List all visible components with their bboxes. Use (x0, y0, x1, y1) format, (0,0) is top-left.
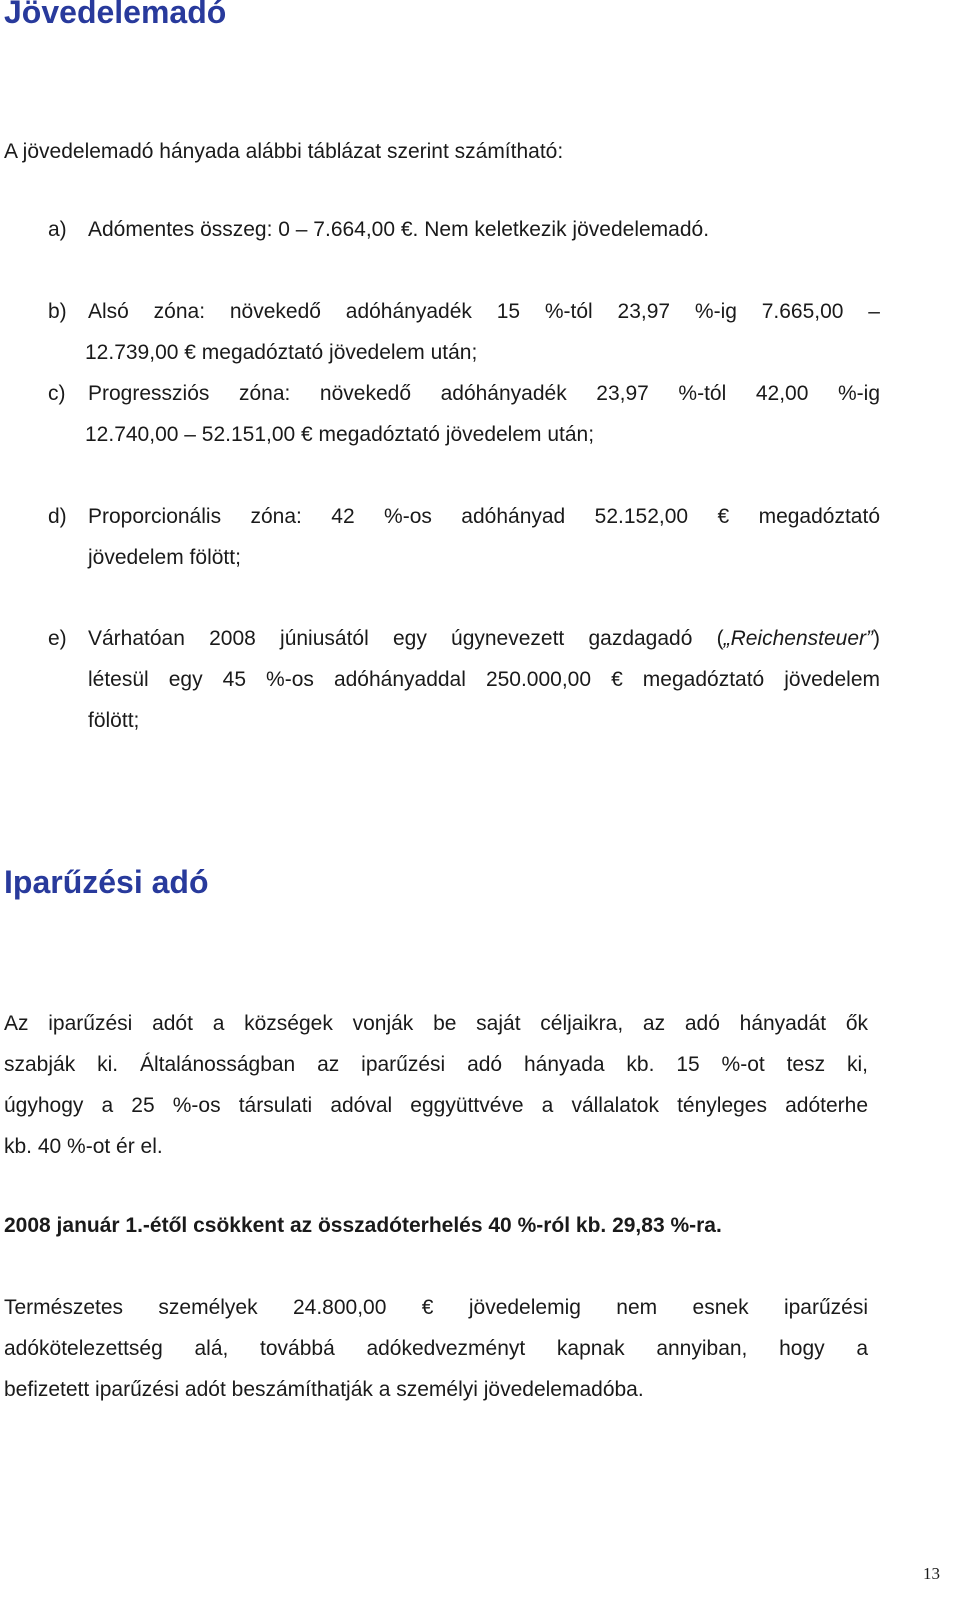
section-heading-jovedelemado: Jövedelemadó (4, 0, 227, 30)
paragraph-line: kb. 40 %-ot ér el. (4, 1135, 163, 1158)
list-item-d (48, 496, 880, 578)
list-item-text: jövedelem fölött; (88, 546, 241, 569)
paragraph-line: Az iparűzési adót a községek vonják be saját céljaikra, az adó hányadát ők (4, 1012, 868, 1035)
section-heading-iparuzesi-ado: Iparűzési adó (4, 864, 209, 900)
list-marker: c) (48, 382, 66, 405)
paragraph-line: adókötelezettség alá, továbbá adókedvezményt kapnak annyiban, hogy a (4, 1337, 868, 1360)
list-item-text: Proporcionális zóna: 42 %-os adóhányad 52.152,00 € megadóztató (88, 505, 880, 528)
list-marker: b) (48, 300, 67, 323)
list-item-text: 12.740,00 – 52.151,00 € megadóztató jövedelem után; (85, 423, 595, 446)
paragraph-line: befizetett iparűzési adót beszámíthatják a személyi jövedelemadóba. (4, 1378, 644, 1401)
list-item-text: Várhatóan 2008 júniusától egy úgynevezett gazdagadó („Reichensteuer”) (88, 627, 880, 650)
list-item-c (48, 373, 880, 455)
list-marker: a) (48, 218, 67, 241)
list-item-e (48, 618, 880, 741)
iparuzesi-paragraph-2 (4, 1287, 868, 1410)
paragraph-line: szabják ki. Általánosságban az iparűzési adó hányada kb. 15 %-ot tesz ki, (4, 1053, 868, 1076)
page-number: 13 (923, 1564, 940, 1583)
intro-paragraph: A jövedelemadó hányada alábbi táblázat szerint számítható: (4, 140, 564, 163)
reichensteuer-term: „Reichensteuer” (723, 627, 873, 650)
list-marker: e) (48, 627, 67, 650)
list-item-text: Progressziós zóna: növekedő adóhányadék 23,97 %-tól 42,00 %-ig (88, 382, 880, 405)
paragraph-line: Természetes személyek 24.800,00 € jövedelemig nem esnek iparűzési (4, 1296, 868, 1319)
list-item-text: Alsó zóna: növekedő adóhányadék 15 %-tól 23,97 %-ig 7.665,00 – (88, 300, 880, 323)
list-item-a (48, 209, 880, 250)
list-item-text: létesül egy 45 %-os adóhányaddal 250.000,00 € megadóztató jövedelem (88, 668, 880, 691)
paragraph-line: úgyhogy a 25 %-os társulati adóval eggyüttvéve a vállalatok tényleges adóterhe (4, 1094, 868, 1117)
list-item-text: fölött; (88, 709, 140, 732)
list-item-b (48, 291, 880, 373)
list-item-text: Adómentes összeg: 0 – 7.664,00 €. Nem keletkezik jövedelemadó. (88, 218, 710, 241)
bold-statement: 2008 január 1.-étől csökkent az összadóterhelés 40 %-ról kb. 29,83 %-ra. (4, 1214, 722, 1237)
list-marker: d) (48, 505, 67, 528)
iparuzesi-paragraph-1 (4, 1003, 868, 1167)
list-item-text: 12.739,00 € megadóztató jövedelem után; (85, 341, 478, 364)
